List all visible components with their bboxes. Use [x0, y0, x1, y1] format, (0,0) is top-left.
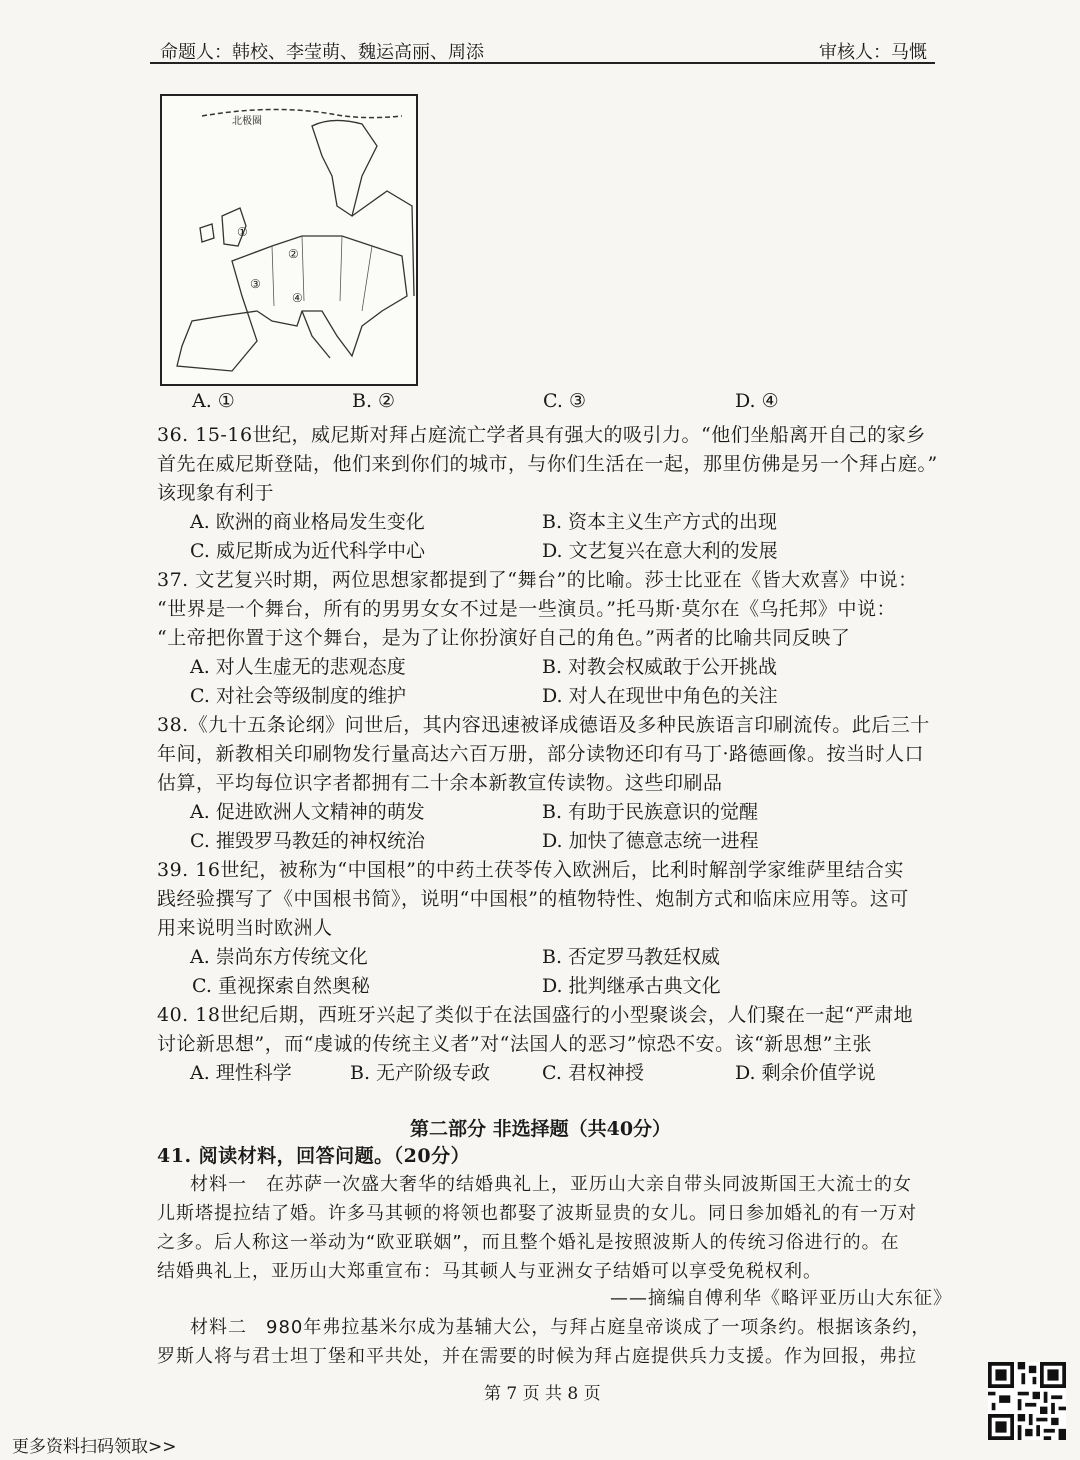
q41-material2-line: 罗斯人将与君士坦丁堡和平共处，并在需要的时候为拜占庭提供兵力支援。作为回报，弗拉: [157, 1346, 917, 1367]
q38-stem-line: 年间，新教相关印刷物发行量高达六百万册，部分读物还印有马丁·路德画像。按当时人口: [157, 743, 925, 765]
q39-stem-line: 39. 16世纪，被称为“中国根”的中药土茯苓传入欧洲后，比利时解剖学家维萨里结合实: [157, 859, 904, 881]
q37-stem-line: “上帝把你置于这个舞台，是为了让你扮演好自己的角色。”两者的比喻共同反映了: [157, 627, 851, 649]
q41-material1-line: 儿斯塔提拉结了婚。许多马其顿的将领也都娶了波斯显贵的女儿。同日参加婚礼的有一万对: [157, 1203, 917, 1224]
q36-stem-line: 36. 15-16世纪，威尼斯对拜占庭流亡学者具有强大的吸引力。“他们坐船离开自己的家乡: [157, 424, 926, 446]
q36-stem-line: 该现象有利于: [157, 482, 275, 504]
q37-stem-line: 37. 文艺复兴时期，两位思想家都提到了“舞台”的比喻。莎士比亚在《皆大欢喜》中说：: [157, 569, 918, 591]
q39-option-b: B. 否定罗马教廷权威: [542, 946, 721, 968]
q40-stem-line: 40. 18世纪后期，西班牙兴起了类似于在法国盛行的小型聚谈会，人们聚在一起“严肃地: [157, 1004, 914, 1026]
page-number: 第 7 页 共 8 页: [484, 1384, 601, 1404]
q36-stem-line: 首先在威尼斯登陆，他们来到你们的城市，与你们生活在一起，那里仿佛是另一个拜占庭。”: [157, 453, 938, 475]
marker-4: ④: [292, 291, 303, 305]
ireland-outline: [200, 224, 214, 242]
q36-option-a: A. 欧洲的商业格局发生变化: [190, 511, 425, 533]
q41-stem: 41. 阅读材料，回答问题。（20分）: [157, 1145, 471, 1167]
q37-option-d: D. 对人在现世中角色的关注: [542, 685, 778, 707]
q38-option-d: D. 加快了德意志统一进程: [542, 830, 759, 852]
page-header: [150, 36, 935, 64]
q37-stem-line: “世界是一个舞台，所有的男男女女不过是一些演员。”托马斯·莫尔在《乌托邦》中说：: [157, 598, 896, 620]
q39-option-a: A. 崇尚东方传统文化: [190, 946, 368, 968]
q38-option-c: C. 摧毁罗马教廷的神权统治: [190, 830, 425, 852]
q40-option-b: B. 无产阶级专政: [350, 1062, 491, 1084]
q36-option-d: D. 文艺复兴在意大利的发展: [542, 540, 778, 562]
q40-option-c: C. 君权神授: [542, 1062, 644, 1084]
q41-material1-line: 之多。后人称这一举动为“欧亚联姻”，而且整个婚礼是按照波斯人的传统习俗进行的。在: [157, 1232, 900, 1253]
part2-title: 第二部分 非选择题（共40分）: [410, 1118, 672, 1140]
marker-1: ①: [237, 225, 248, 239]
q35-option-b: B. ②: [352, 390, 396, 412]
q38-stem-line: 估算，平均每位识字者都拥有二十余本新教宣传读物。这些印刷品: [157, 772, 723, 794]
q41-material1-line: 材料一 在苏萨一次盛大奢华的结婚典礼上，亚历山大亲自带头同波斯国王大流士的女: [190, 1174, 912, 1195]
q40-option-d: D. 剩余价值学说: [735, 1062, 876, 1084]
q41-source1: ——摘编自傅利华《略评亚历山大东征》: [610, 1288, 952, 1309]
q39-option-c: C. 重视探索自然奥秘: [192, 975, 370, 997]
q38-option-a: A. 促进欧洲人文精神的萌发: [190, 801, 425, 823]
q37-option-b: B. 对教会权威敢于公开挑战: [542, 656, 778, 678]
q35-option-c: C. ③: [543, 390, 586, 412]
q35-option-a: A. ①: [192, 390, 235, 412]
q36-option-c: C. 威尼斯成为近代科学中心: [190, 540, 425, 562]
q37-option-c: C. 对社会等级制度的维护: [190, 685, 406, 707]
q36-option-b: B. 资本主义生产方式的出现: [542, 511, 778, 533]
q35-option-d: D. ④: [735, 390, 779, 412]
q40-stem-line: 讨论新思想”，而“虔诚的传统主义者”对“法国人的恶习”惊恐不安。该“新思想”主张: [157, 1033, 872, 1055]
q41-material2-line: 材料二 980年弗拉基米尔成为基辅大公，与拜占庭皇帝谈成了一项条约。根据该条约，: [190, 1317, 931, 1338]
more-resources-text: 更多资料扫码领取>>: [12, 1437, 177, 1457]
q39-stem-line: 用来说明当时欧洲人: [157, 917, 333, 939]
q38-option-b: B. 有助于民族意识的觉醒: [542, 801, 759, 823]
country-borders: [272, 236, 372, 311]
authors-text: 命题人：韩校、李莹萌、魏运高丽、周添: [160, 42, 484, 63]
q40-option-a: A. 理性科学: [190, 1062, 292, 1084]
q37-option-a: A. 对人生虚无的悲观态度: [190, 656, 406, 678]
q41-material1-line: 结婚典礼上，亚历山大郑重宣布：马其顿人与亚洲女子结婚可以享受免税权利。: [157, 1261, 822, 1282]
q39-stem-line: 践经验撰写了《中国根书简》，说明“中国根”的植物特性、炮制方式和临床应用等。这可: [157, 888, 909, 910]
reviewer-text: 审核人：马慨: [819, 42, 927, 63]
marker-2: ②: [288, 247, 299, 261]
qr-code-icon[interactable]: [988, 1362, 1066, 1440]
q38-stem-line: 38.《九十五条论纲》问世后，其内容迅速被译成德语及多种民族语言印刷流传。此后三十: [157, 714, 930, 736]
arctic-circle-label: 北极圈: [232, 116, 262, 127]
marker-3: ③: [250, 277, 261, 291]
scandinavia-outline: [312, 120, 377, 216]
europe-map-drawing: [162, 96, 416, 384]
q39-option-d: D. 批判继承古典文化: [542, 975, 721, 997]
europe-map: [160, 94, 418, 386]
